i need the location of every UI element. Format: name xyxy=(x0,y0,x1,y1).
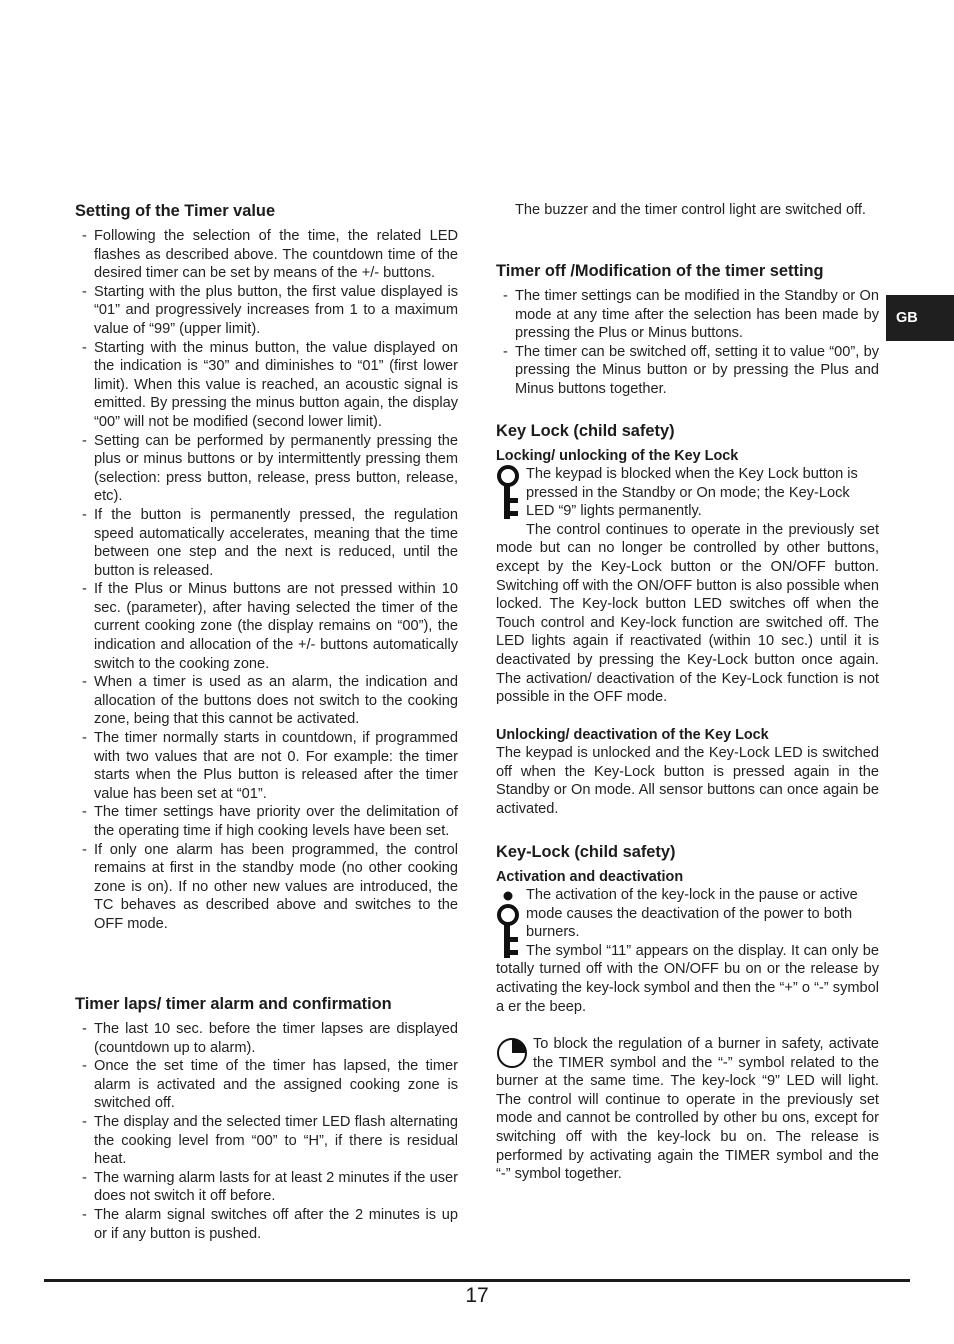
activation-text-1: The activation of the key-lock in the pause or active mode causes the deactivation of the power to both burners. xyxy=(526,887,858,941)
footer-rule xyxy=(44,1279,910,1282)
subheading-unlocking: Unlocking/ deactivation of the Key Lock xyxy=(496,727,769,743)
key-lock-icon xyxy=(496,904,520,960)
section-timer-block xyxy=(496,1035,879,1184)
list-item: - Following the selection of the time, the related LED flashes as described above. The countdown time of the desired timer can be set by means of the +/- buttons. xyxy=(75,227,458,283)
timer-text: To block the regulation of a burner in safety, activate the TIMER symbol and the “-” symbol related to the burner at the same time. The key-lock “9” LED will light. The control will continue to operate in the previously set mode and cannot be controlled by other bu ons, except for switching off with the key-lock bu on. The release is performed by activating again the TIMER symbol and the “-” symbol together. xyxy=(496,1036,879,1183)
subheading-locking: Locking/ unlocking of the Key Lock xyxy=(496,448,739,464)
heading-timer-value: Setting of the Timer value xyxy=(75,202,276,220)
list-item: - Setting can be performed by permanently pressing the plus or minus buttons or by intermittently pressing them (selection: press button, release, press button, release, etc). xyxy=(75,432,458,506)
unlocking-text: The keypad is unlocked and the Key-Lock LED is switched off when the Key-Lock button is pressed again in the Standby or On mode. All sensor buttons can once again be activated. xyxy=(496,745,879,817)
language-tab-label: GB xyxy=(896,310,918,326)
locking-text-1: The keypad is blocked when the Key Lock button is pressed in the Standby or On mode; the Key-Lock LED “9” lights permanently. xyxy=(526,466,858,520)
heading-key-lock-2: Key-Lock (child safety) xyxy=(496,843,676,861)
section-unlocking xyxy=(496,726,879,818)
list-item: - Starting with the plus button, the first value displayed is “01” and progressively increases from 1 to a maximum value of “99” (upper limit). xyxy=(75,283,458,339)
section-key-lock xyxy=(496,421,879,707)
section-timer-off xyxy=(496,261,879,399)
list-item: - The timer settings can be modified in the Standby or On mode at any time after the selection has been made by pressing the Plus or Minus buttons. xyxy=(496,287,879,343)
heading-timer-off: Timer off /Modification of the timer setting xyxy=(496,262,824,280)
list-item: - If the button is permanently pressed, the regulation speed automatically accelerates, meaning that the time between one step and the next is reduced, until the button is released. xyxy=(75,506,458,580)
activation-block xyxy=(496,886,879,1016)
locking-block xyxy=(496,465,879,707)
section-key-lock-2 xyxy=(496,842,879,1016)
locking-text-2: The control continues to operate in the previously set mode but can no longer be controlled by other buttons, except by the Key-Lock button or the ON/OFF button. Switching off with the ON/OFF button is also possible when locked. The Key-lock button LED switches off when the Touch control and Key-lock function are switched off. The LED lights again if reactivated (within 10 sec.) until it is deactivated by pressing the Key-Lock button once again. The activation/ deactivation of the Key-Lock function is not possible in the OFF mode. xyxy=(496,521,879,706)
timer-icon xyxy=(496,1037,528,1069)
list-item: - The display and the selected timer LED flash alternating the cooking level from “00” to “H”, if there is residual heat. xyxy=(75,1113,458,1169)
activation-text-2: The symbol “11” appears on the display. It can only be totally turned off with the ON/OFF bu on or the release by activating the key-lock symbol and then the “+” o “-” symbol a er the beep. xyxy=(496,942,879,1015)
key-lock-icon xyxy=(496,465,520,521)
timer-value-list xyxy=(75,227,458,934)
list-item: - Once the set time of the timer has lapsed, the timer alarm is activated and the assigned cooking zone is switched off. xyxy=(75,1057,458,1113)
heading-key-lock: Key Lock (child safety) xyxy=(496,422,675,440)
list-item: - The timer settings have priority over the delimitation of the operating time if high cooking levels have been set. xyxy=(75,803,458,840)
timer-laps-list xyxy=(75,1020,458,1243)
list-item: - The timer can be switched off, setting it to value “00”, by pressing the Minus button or by pressing the Plus and Minus buttons together. xyxy=(496,343,879,399)
activation-icons xyxy=(496,886,526,960)
section-timer-value xyxy=(75,201,458,934)
timer-off-list xyxy=(496,287,879,399)
bullet-icon xyxy=(502,890,514,902)
list-item: - If only one alarm has been programmed, the control remains at first in the standby mode (no other cooking zone is on). If no other new values are introduced, the TC behaves as described above and switches to the OFF mode. xyxy=(75,841,458,934)
list-item: - If the Plus or Minus buttons are not pressed within 10 sec. (parameter), after having selected the timer of the current cooking zone (the display remains on “00”), the indication and allocation of the +/- buttons automatically switch to the cooking zone. xyxy=(75,580,458,673)
list-item: - The last 10 sec. before the timer lapses are displayed (countdown up to alarm). xyxy=(75,1020,458,1057)
subheading-activation: Activation and deactivation xyxy=(496,869,684,885)
language-tab xyxy=(886,295,954,341)
list-item: - The alarm signal switches off after the 2 minutes is up or if any button is pushed. xyxy=(75,1206,458,1243)
heading-timer-laps: Timer laps/ timer alarm and confirmation xyxy=(75,995,392,1013)
list-item: - When a timer is used as an alarm, the indication and allocation of the buttons does not switch to the cooking zone, being that this cannot be activated. xyxy=(75,673,458,729)
section-timer-laps xyxy=(75,994,458,1243)
page-number: 17 xyxy=(465,1284,489,1307)
buzzer-text: The buzzer and the timer control light are switched off. xyxy=(515,202,866,218)
list-item: - The timer normally starts in countdown, if programmed with two values that are not 0. For example: the timer starts when the Plus button is released after the timer value has been set at “01”. xyxy=(75,729,458,803)
list-item: - Starting with the minus button, the value displayed on the indication is “30” and diminishes to “01” (first lower limit). When this value is reached, an acoustic signal is emitted. By pressing the minus button again, the display “00” will not be modified (second lower limit). xyxy=(75,339,458,432)
list-item: - The warning alarm lasts for at least 2 minutes if the user does not switch it off before. xyxy=(75,1169,458,1206)
